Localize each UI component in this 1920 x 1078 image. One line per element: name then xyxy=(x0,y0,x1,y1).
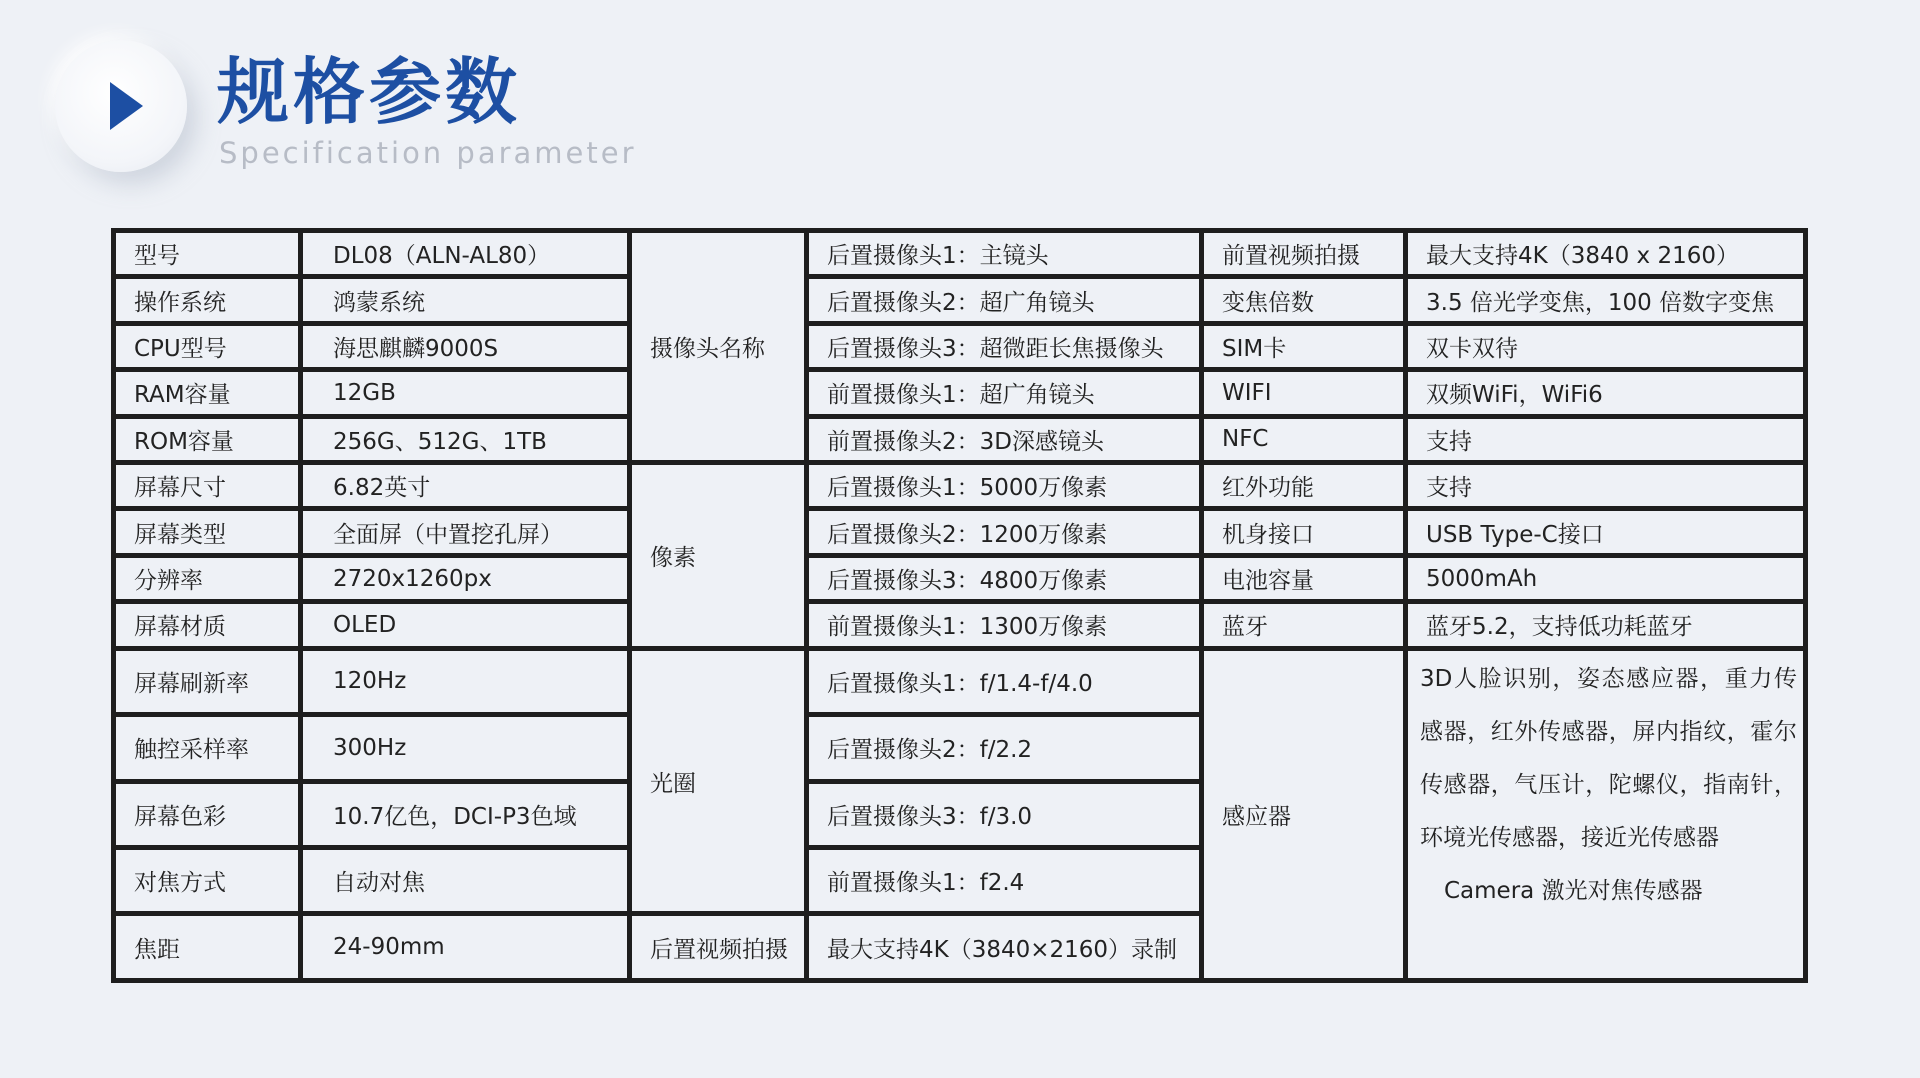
table-row xyxy=(114,323,1806,369)
spec-label: 焦距 xyxy=(114,914,301,981)
spec-value: 24-90mm xyxy=(301,914,630,981)
camera-item: 后置摄像头2：f/2.2 xyxy=(807,715,1202,781)
spec-label: 电池容量 xyxy=(1202,555,1406,601)
spec-value: 10.7亿色，DCI-P3色域 xyxy=(301,781,630,847)
spec-value: 12GB xyxy=(301,370,630,416)
spec-label: RAM容量 xyxy=(114,370,301,416)
play-icon-badge xyxy=(55,40,187,172)
spec-value: 蓝牙5.2，支持低功耗蓝牙 xyxy=(1406,602,1806,648)
camera-item: 后置摄像头1：主镜头 xyxy=(807,231,1202,277)
table-row xyxy=(114,555,1806,601)
table-row xyxy=(114,277,1806,323)
spec-label: 蓝牙 xyxy=(1202,602,1406,648)
spec-label: 型号 xyxy=(114,231,301,277)
spec-value: OLED xyxy=(301,602,630,648)
table-row xyxy=(114,602,1806,648)
spec-label: 变焦倍数 xyxy=(1202,277,1406,323)
spec-value: 双频WiFi，WiFi6 xyxy=(1406,370,1806,416)
spec-value: 256G、512G、1TB xyxy=(301,416,630,462)
spec-label: 屏幕刷新率 xyxy=(114,648,301,714)
camera-item: 后置摄像头3：超微距长焦摄像头 xyxy=(807,323,1202,369)
spec-label: 前置视频拍摄 xyxy=(1202,231,1406,277)
camera-item: 后置摄像头3：4800万像素 xyxy=(807,555,1202,601)
spec-label: 红外功能 xyxy=(1202,463,1406,509)
camera-item: 后置摄像头1：5000万像素 xyxy=(807,463,1202,509)
spec-value: 300Hz xyxy=(301,715,630,781)
camera-item: 前置摄像头1：f2.4 xyxy=(807,847,1202,913)
spec-label: SIM卡 xyxy=(1202,323,1406,369)
camera-group-label: 后置视频拍摄 xyxy=(630,914,807,981)
spec-label: 屏幕材质 xyxy=(114,602,301,648)
spec-label: 屏幕类型 xyxy=(114,509,301,555)
spec-value: 6.82英寸 xyxy=(301,463,630,509)
spec-label: 操作系统 xyxy=(114,277,301,323)
spec-value: 自动对焦 xyxy=(301,847,630,913)
camera-item: 后置摄像头3：f/3.0 xyxy=(807,781,1202,847)
table-row xyxy=(114,231,1806,277)
sensor-value-last: Camera 激光对焦传感器 xyxy=(1444,877,1703,904)
camera-item: 最大支持4K（3840×2160）录制 xyxy=(807,914,1202,981)
spec-label: 分辨率 xyxy=(114,555,301,601)
spec-table xyxy=(111,228,1808,983)
spec-value: 2720x1260px xyxy=(301,555,630,601)
table-row xyxy=(114,509,1806,555)
camera-item: 后置摄像头2：1200万像素 xyxy=(807,509,1202,555)
spec-label: NFC xyxy=(1202,416,1406,462)
spec-value: 最大支持4K（3840 x 2160） xyxy=(1406,231,1806,277)
page-title: 规格参数 xyxy=(217,50,522,134)
play-icon xyxy=(110,82,143,130)
spec-label: ROM容量 xyxy=(114,416,301,462)
camera-item: 前置摄像头1：1300万像素 xyxy=(807,602,1202,648)
page-subtitle: Specification parameter xyxy=(219,136,637,170)
sensor-value xyxy=(1406,648,1806,980)
spec-value: 鸿蒙系统 xyxy=(301,277,630,323)
spec-value: 支持 xyxy=(1406,463,1806,509)
spec-label: 触控采样率 xyxy=(114,715,301,781)
spec-value: 海思麒麟9000S xyxy=(301,323,630,369)
spec-value: 双卡双待 xyxy=(1406,323,1806,369)
spec-label: 机身接口 xyxy=(1202,509,1406,555)
table-row xyxy=(114,370,1806,416)
spec-value: 5000mAh xyxy=(1406,555,1806,601)
spec-label: 对焦方式 xyxy=(114,847,301,913)
table-row xyxy=(114,416,1806,462)
spec-label: 屏幕尺寸 xyxy=(114,463,301,509)
table-row xyxy=(114,648,1806,714)
spec-value: 3.5 倍光学变焦，100 倍数字变焦 xyxy=(1406,277,1806,323)
spec-value: DL08（ALN-AL80） xyxy=(301,231,630,277)
camera-group-label: 摄像头名称 xyxy=(630,231,807,463)
camera-item: 前置摄像头1：超广角镜头 xyxy=(807,370,1202,416)
camera-group-label: 像素 xyxy=(630,463,807,649)
sensor-label: 感应器 xyxy=(1202,648,1406,980)
spec-label: 屏幕色彩 xyxy=(114,781,301,847)
spec-value: 全面屏（中置挖孔屏） xyxy=(301,509,630,555)
spec-value: 120Hz xyxy=(301,648,630,714)
spec-value: USB Type-C接口 xyxy=(1406,509,1806,555)
table-row xyxy=(114,463,1806,509)
sensor-value-text: 3D人脸识别，姿态感应器，重力传感器，红外传感器，屏内指纹，霍尔传感器，气压计，陀螺仪，指南针，环境光传感器，接近光传感器 xyxy=(1420,665,1797,851)
camera-group-label: 光圈 xyxy=(630,648,807,914)
camera-item: 后置摄像头1：f/1.4-f/4.0 xyxy=(807,648,1202,714)
spec-label: CPU型号 xyxy=(114,323,301,369)
spec-value: 支持 xyxy=(1406,416,1806,462)
camera-item: 前置摄像头2：3D深感镜头 xyxy=(807,416,1202,462)
camera-item: 后置摄像头2：超广角镜头 xyxy=(807,277,1202,323)
spec-label: WIFI xyxy=(1202,370,1406,416)
